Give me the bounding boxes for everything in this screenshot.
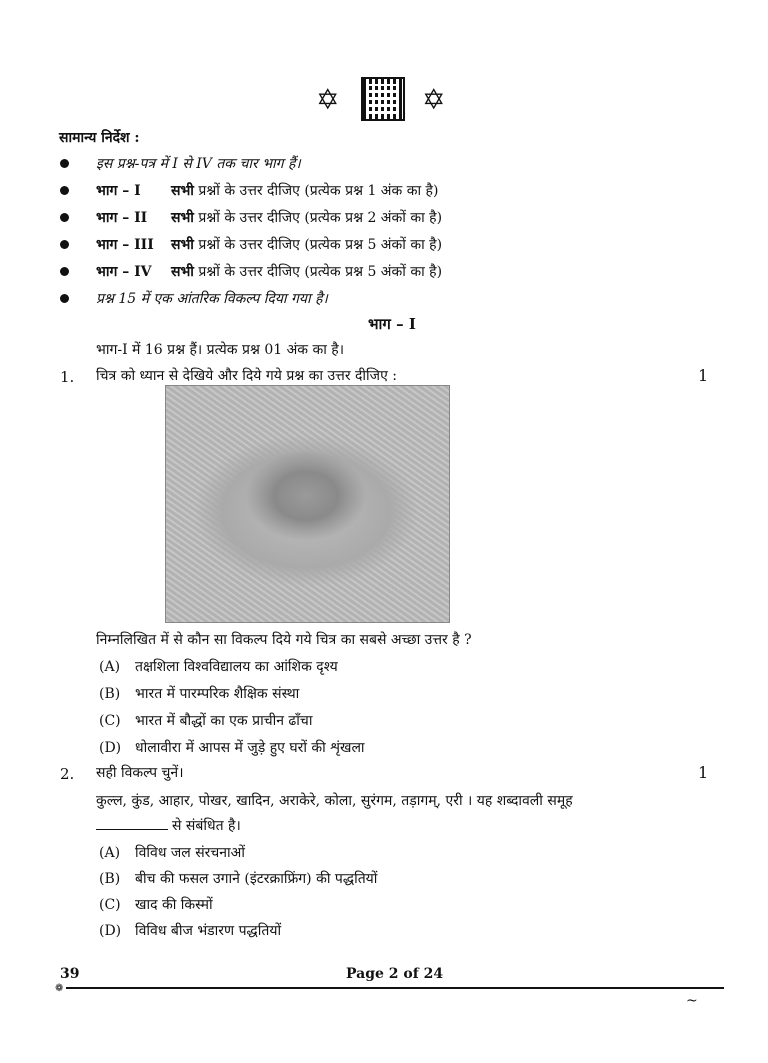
instruction-bold-word: सभी xyxy=(171,237,194,253)
instruction-lead: भाग – III xyxy=(96,237,154,253)
star-icon-right: ✡ xyxy=(422,83,446,116)
question-1-text: चित्र को ध्यान से देखिये और दिये गये प्रश्न का उत्तर दीजिए : xyxy=(96,368,397,384)
option-letter: (C) xyxy=(99,713,121,729)
bullet-icon xyxy=(60,159,69,168)
option-text: विविध जल संरचनाओं xyxy=(135,845,245,861)
q1-option-b xyxy=(99,684,299,703)
instruction-item-5 xyxy=(96,262,442,281)
qr-code-icon xyxy=(361,77,405,121)
section-title: भाग – I xyxy=(368,315,416,333)
instruction-bold-word: सभी xyxy=(171,183,194,199)
q2-option-b xyxy=(99,869,377,888)
section-note: भाग-I में 16 प्रश्न हैं। प्रत्येक प्रश्न 01 अंक का है। xyxy=(96,342,345,358)
q1-option-a xyxy=(99,657,338,676)
question-2-text: सही विकल्प चुनें। xyxy=(96,765,184,781)
option-text: खाद की किस्मों xyxy=(135,897,213,913)
q2-option-d xyxy=(99,921,281,940)
option-text: तक्षशिला विश्वविद्यालय का आंशिक दृश्य xyxy=(135,659,338,675)
bullet-icon xyxy=(60,240,69,249)
option-letter: (B) xyxy=(99,871,121,887)
question-2-number: 2. xyxy=(60,765,75,783)
option-text: विविध बीज भंडारण पद्धतियों xyxy=(135,923,282,939)
question-2-line-2 xyxy=(96,816,241,835)
instruction-text: प्रश्नों के उत्तर दीजिए (प्रत्येक प्रश्न 2 अंकों का है) xyxy=(198,210,443,226)
bullet-icon xyxy=(60,267,69,276)
question-2-marks: 1 xyxy=(698,763,709,782)
option-letter: (D) xyxy=(99,740,122,756)
instruction-item-6: प्रश्न 15 में एक आंतरिक विकल्प दिया गया है। xyxy=(96,291,328,307)
footer-rule xyxy=(66,987,724,989)
page-number: Page 2 of 24 xyxy=(346,966,444,982)
instruction-text: प्रश्नों के उत्तर दीजिए (प्रत्येक प्रश्न 5 अंकों का है) xyxy=(198,237,443,253)
instruction-lead: भाग – IV xyxy=(96,264,152,280)
question-2-line-1: कुल्ल, कुंड, आहार, पोखर, खादिन, अराकेरे, कोला, सुरंगम, तड़ागम्, एरी । यह शब्दावली समूह xyxy=(96,793,573,809)
q1-option-d xyxy=(99,738,365,757)
bullet-icon xyxy=(60,213,69,222)
bullet-icon xyxy=(60,186,69,195)
ornament-icon: ❁ xyxy=(55,983,64,994)
instruction-bold-word: सभी xyxy=(171,210,194,226)
instruction-item-4 xyxy=(96,235,442,254)
instruction-item-2 xyxy=(96,181,438,200)
instruction-lead: भाग – I xyxy=(96,183,141,199)
instruction-lead: भाग – II xyxy=(96,210,148,226)
paper-code: 39 xyxy=(60,966,80,982)
option-letter: (D) xyxy=(99,923,122,939)
question-1-marks: 1 xyxy=(698,366,709,385)
question-1-prompt: निम्नलिखित में से कौन सा विकल्प दिये गये चित्र का सबसे अच्छा उत्तर है ? xyxy=(96,632,472,648)
footer-mark: ~ xyxy=(686,993,698,1009)
option-text: बीच की फसल उगाने (इंटरक्राफ्रिंग) की पद्धतियों xyxy=(135,871,378,887)
instruction-bold-word: सभी xyxy=(171,264,194,280)
option-text: भारत में पारम्परिक शैक्षिक संस्था xyxy=(135,686,300,702)
option-text: भारत में बौद्धों का एक प्राचीन ढाँचा xyxy=(135,713,313,729)
option-letter: (A) xyxy=(99,845,121,861)
bullet-icon xyxy=(60,294,69,303)
q2-option-c xyxy=(99,895,213,914)
instruction-item-1: इस प्रश्न-पत्र में I से IV तक चार भाग हैं। xyxy=(96,156,301,172)
instruction-text: प्रश्नों के उत्तर दीजिए (प्रत्येक प्रश्न 5 अंकों का है) xyxy=(198,264,443,280)
question-2-line-2-text: से संबंधित है। xyxy=(172,818,241,834)
question-1-number: 1. xyxy=(60,368,75,386)
instructions-title: सामान्य निर्देश : xyxy=(59,130,140,146)
option-letter: (A) xyxy=(99,659,121,675)
option-letter: (B) xyxy=(99,686,121,702)
stupa-photo xyxy=(165,385,450,623)
q2-option-a xyxy=(99,843,245,862)
instruction-item-3 xyxy=(96,208,442,227)
option-text: धोलावीरा में आपस में जुड़े हुए घरों की शृंखला xyxy=(135,740,365,756)
answer-blank xyxy=(96,829,168,830)
instruction-text: प्रश्नों के उत्तर दीजिए (प्रत्येक प्रश्न 1 अंक का है) xyxy=(198,183,439,199)
q1-option-c xyxy=(99,711,312,730)
star-icon-left: ✡ xyxy=(316,83,340,116)
option-letter: (C) xyxy=(99,897,121,913)
